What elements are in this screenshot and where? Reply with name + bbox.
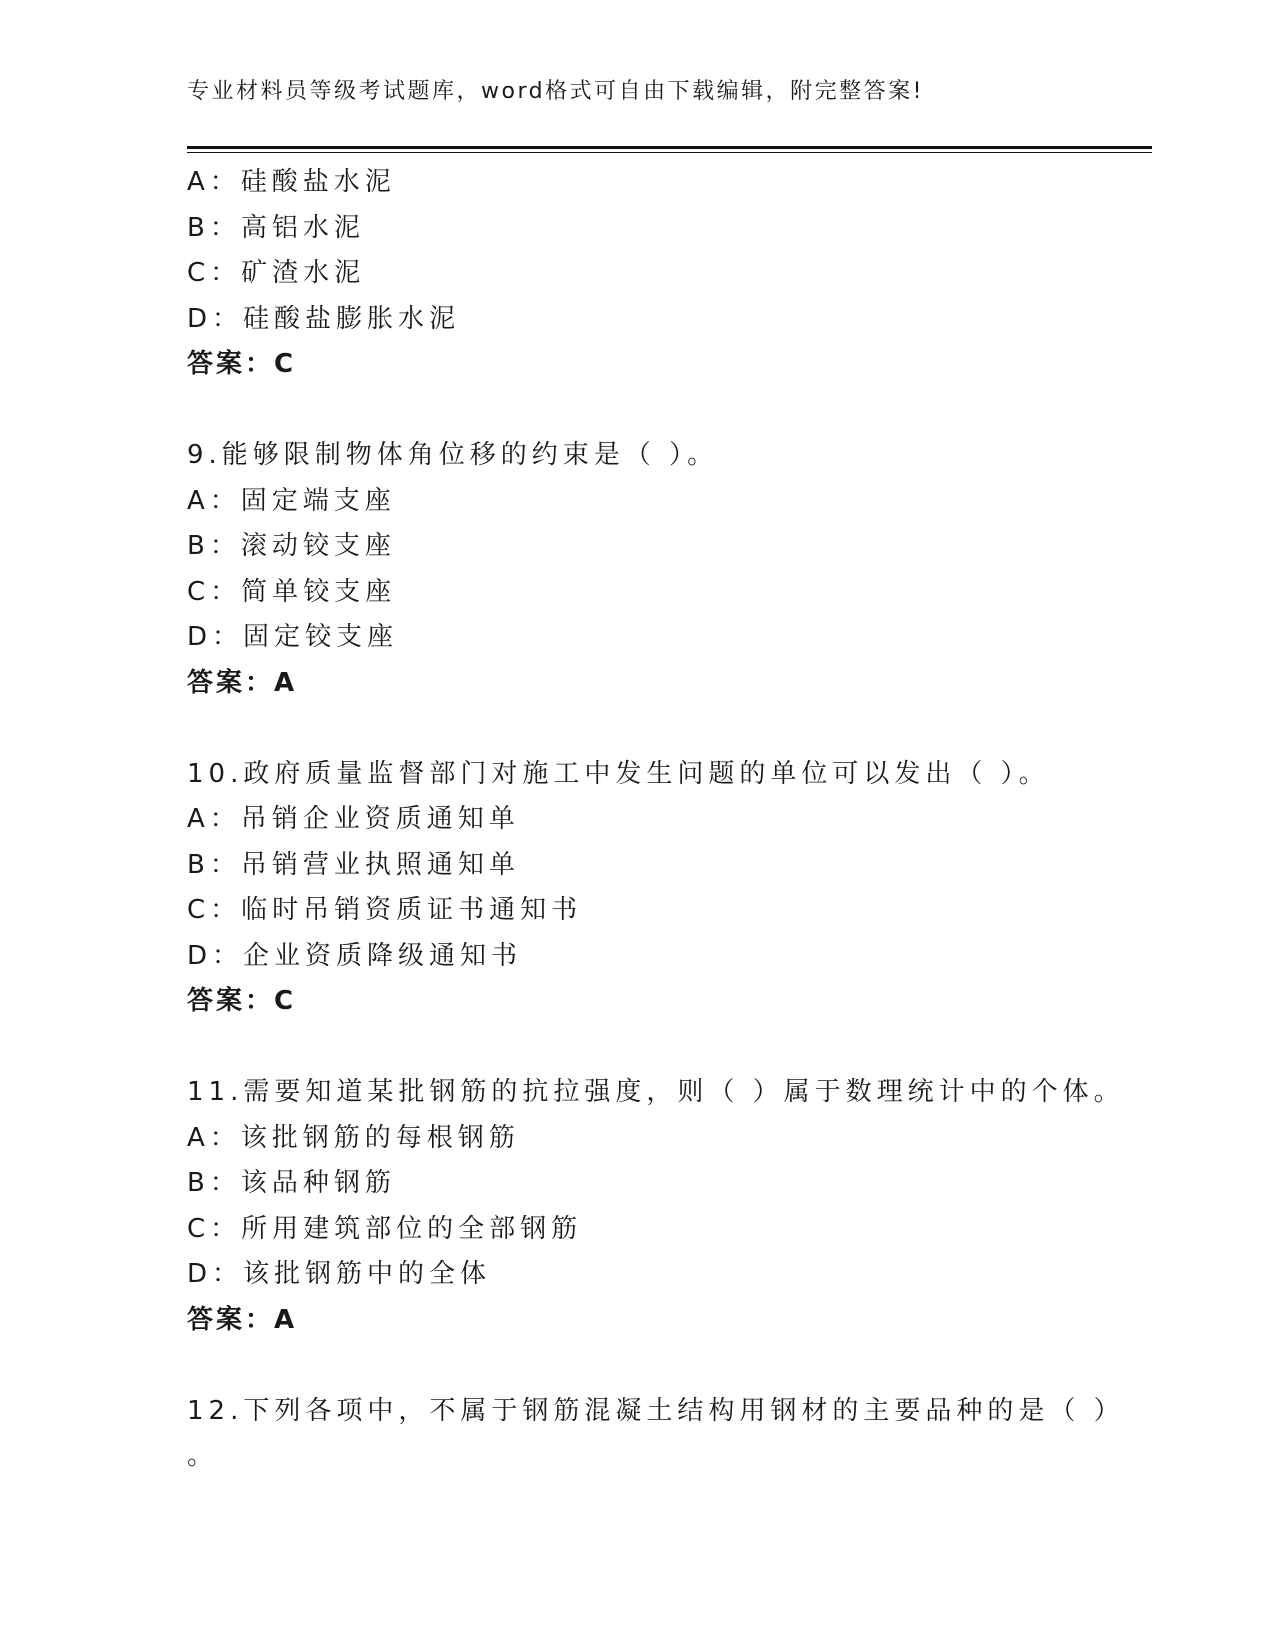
option-b: B：吊销营业执照通知单: [187, 849, 520, 880]
option-a: A：硅酸盐水泥: [187, 167, 396, 197]
option-c: C：所用建筑部位的全部钢筋: [187, 1213, 583, 1244]
option-d: D：企业资质降级通知书: [187, 940, 523, 971]
question-stem: 10.政府质量监督部门对施工中发生问题的单位可以发出（ ）。: [187, 758, 1050, 789]
option-b: B：滚动铰支座: [187, 531, 396, 561]
option-a: A：固定端支座: [187, 485, 396, 516]
question-block-9: [187, 433, 1152, 706]
option-d: D：固定铰支座: [187, 622, 399, 652]
header-rule-thin: [187, 152, 1152, 153]
answer-line: 答案：C: [187, 349, 297, 379]
question-stem: 9.能够限制物体角位移的约束是（ ）。: [187, 440, 719, 470]
question-stem: 11.需要知道某批钢筋的抗拉强度，则（ ）属于数理统计中的个体。: [187, 1077, 1125, 1107]
spacer: [187, 1025, 1152, 1071]
header-rule-thick: [187, 146, 1152, 149]
answer-line: 答案：A: [187, 667, 298, 698]
question-stem-continuation: 。: [187, 1441, 219, 1471]
option-c: C：矿渣水泥: [187, 258, 366, 288]
question-block-11: [187, 1070, 1152, 1343]
spacer: [187, 1343, 1152, 1389]
page-header: 专业材料员等级考试题库，word格式可自由下载编辑，附完整答案!: [187, 79, 924, 104]
option-b: B：该品种钢筋: [187, 1168, 396, 1198]
option-a: A：该批钢筋的每根钢筋: [187, 1122, 520, 1153]
option-b: B：高铝水泥: [187, 212, 365, 243]
answer-line: 答案：C: [187, 986, 297, 1016]
question-block-continued: [187, 160, 1152, 388]
option-c: C：简单铰支座: [187, 576, 397, 607]
option-a: A：吊销企业资质通知单: [187, 804, 520, 834]
option-d: D：该批钢筋中的全体: [187, 1259, 492, 1289]
question-stem: 12.下列各项中，不属于钢筋混凝土结构用钢材的主要品种的是（ ）: [187, 1395, 1125, 1426]
option-c: C：临时吊销资质证书通知书: [187, 895, 583, 925]
question-list: [187, 160, 1152, 1480]
option-d: D：硅酸盐膨胀水泥: [187, 303, 461, 334]
question-block-10: [187, 752, 1152, 1025]
question-block-12: [187, 1389, 1152, 1480]
spacer: [187, 388, 1152, 434]
answer-line: 答案：A: [187, 1304, 298, 1335]
spacer: [187, 706, 1152, 752]
